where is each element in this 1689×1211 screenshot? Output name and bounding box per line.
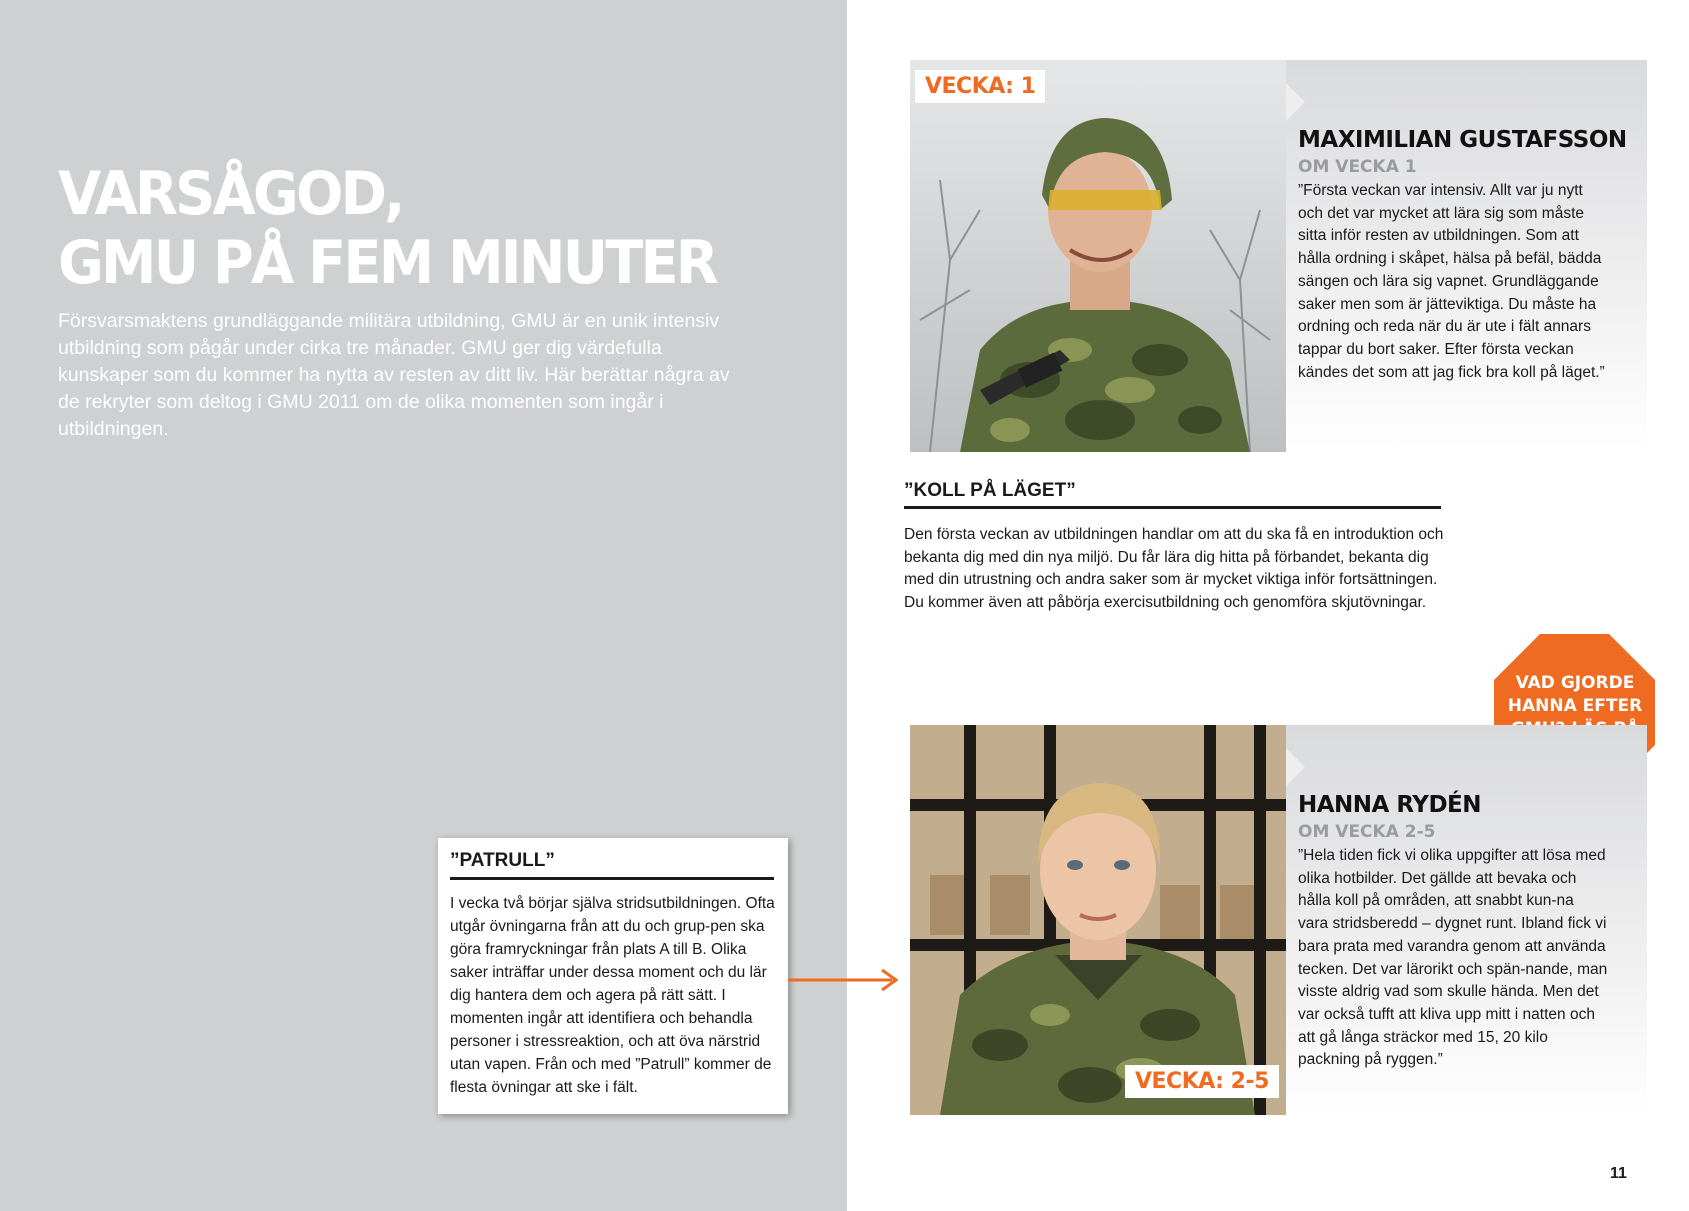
patrull-card xyxy=(438,838,788,1114)
profile-2-name: HANNA RYDÉN xyxy=(1298,792,1482,818)
profile-2-quote: ”Hela tiden fick vi olika uppgifter att lösa med olika hotbilder. Det gällde att bevaka och hålla koll på områden, att snabbt kun-na vara stridsberedd – dygnet runt. Ibland fick vi bara prata med varandra genom att använda tecken. Det var lärorikt och spän-nande, man visste aldrig vad som skulle hända. Men det var också tufft att kliva upp mitt i natten och att gå långa sträckor med 15, 20 kilo packning på ryggen.” xyxy=(1298,847,1608,1069)
patrull-rule xyxy=(450,877,774,880)
page-number: 11 xyxy=(1610,1165,1627,1182)
profile-2-notch xyxy=(1283,745,1305,789)
headline-line-2: GMU PÅ FEM MINUTER xyxy=(58,228,716,298)
recruit-portrait-image xyxy=(910,725,1286,1115)
profile-2-week-tag: VECKA: 2-5 xyxy=(1125,1065,1279,1098)
profile-1-week-tag: VECKA: 1 xyxy=(915,70,1045,103)
badge-text: VAD GJORDE HANNA EFTER xyxy=(1507,673,1643,716)
profile-1-photo xyxy=(910,60,1286,452)
page-headline xyxy=(58,160,716,298)
arrow-icon xyxy=(788,968,903,992)
profile-1-quote: ”Första veckan var intensiv. Allt var ju nytt och det var mycket att lära sig som måste sitta inför resten av utbildningen. Som att hålla ordning i skåpet, hälsa på befäl, bädda sängen och lära sig vapnet. Grundläggande saker men som är jätteviktiga. Du måste ha ordning och reda när du är ute i fält annars tappar du bort saker. Efter första veckan kändes det som att jag fick bra koll på läget.” xyxy=(1298,182,1605,381)
profile-2-photo xyxy=(910,725,1286,1115)
profile-2-subtitle: OM VECKA 2-5 xyxy=(1298,822,1436,842)
profile-1-notch xyxy=(1283,80,1305,124)
profile-1-name: MAXIMILIAN GUSTAFSSON xyxy=(1298,127,1627,153)
section-body: Den första veckan av utbildningen handlar om att du ska få en introduktion och bekanta dig med din nya miljö. Du får lära dig hitta på förbandet, bekanta dig med din utrustning och andra saker som är mycket viktiga inför fortsättningen. Du kommer även att påbörja exercisutbildning och genomföra skjutövningar. xyxy=(904,526,1444,612)
headline-line-1: VARSÅGOD, xyxy=(58,159,403,229)
intro-text: Försvarsmaktens grundläggande militära utbildning, GMU är en unik intensiv utbildning som pågår under cirka tre månader. GMU ger dig värdefulla kunskaper som du kommer ha nytta av resten av ditt liv. Här berättar några av de rekryter som deltog i GMU 2011 om de olika momenten som ingår i utbildningen. xyxy=(58,310,730,440)
patrull-body: I vecka två börjar själva stridsutbildningen. Ofta utgår övningarna från att du och grup-pen ska göra framryckningar från plats A till B. Olika saker inträffar under dessa moment och du lär dig hantera dem och agera på rätt sätt. I momenten ingår att identifiera och behandla personer i stressreaktion, och att öva närstrid utan vapen. Från och med ”Patrull” kommer de flesta övningar att ske i fält. xyxy=(450,895,775,1096)
section-title: ”KOLL PÅ LÄGET” xyxy=(904,480,1076,501)
section-rule xyxy=(904,506,1441,509)
soldier-portrait-image xyxy=(910,60,1286,452)
patrull-title: ”PATRULL” xyxy=(450,850,555,871)
profile-1-subtitle: OM VECKA 1 xyxy=(1298,157,1417,177)
